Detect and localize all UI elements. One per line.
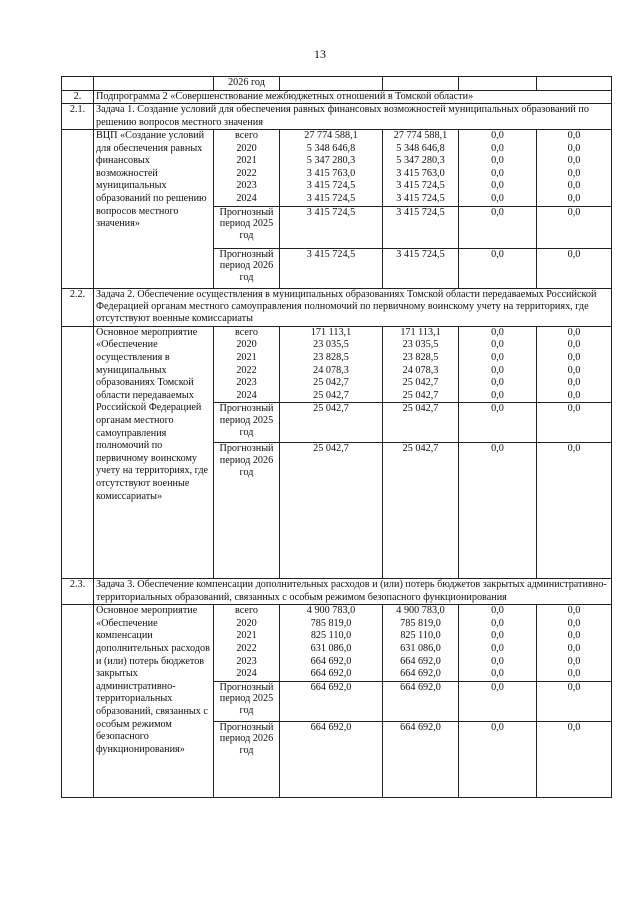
cell-value: 0,0 <box>567 642 581 654</box>
cell-value: 3 415 724,5 <box>396 192 445 204</box>
task-row <box>62 579 612 605</box>
cell-value: 0,0 <box>491 155 504 167</box>
cell-value: 0,0 <box>567 605 581 617</box>
cell-value: всего <box>235 130 258 141</box>
cell-value: 2024 <box>236 389 257 401</box>
regional-values <box>383 605 459 682</box>
year-list <box>214 605 280 682</box>
total-values <box>280 605 383 682</box>
forecast-row: Прогнозный период 2026 год 3 415 724,5 3 415 724,5 0,0 0,0 <box>62 248 612 288</box>
local-values <box>459 326 537 403</box>
cell-value: 2023 <box>236 655 257 667</box>
forecast-row: Прогнозный период 2026 год 664 692,0 664 692,0 0,0 0,0 <box>62 721 612 797</box>
cell-value: 3 415 724,5 <box>306 192 356 204</box>
cell-value: 3 415 763,0 <box>306 167 356 179</box>
cell-value: 171 113,1 <box>400 326 441 338</box>
task-title: Задача 2. Обеспечение осуществления в муниципальных образованиях Томской области передаваемых Российской Федерацией органам местного самоуправления полномочий по первичному воинскому учету на территориях, где отсутствуют военные комиссариаты <box>94 288 612 326</box>
cell-value: 0,0 <box>567 389 581 401</box>
cell-value: 2024 <box>236 668 257 680</box>
cell-value: 5 347 280,3 <box>396 155 445 167</box>
cell-value: 2020 <box>236 617 257 629</box>
task-row <box>62 288 612 326</box>
cell-value: 0,0 <box>491 167 504 179</box>
cell-value: 0,0 <box>491 630 504 642</box>
task-title: Задача 3. Обеспечение компенсации дополнительных расходов и (или) потерь бюджетов закрытых административно-территориальных образований, связанных с особым режимом безопасного функционирования <box>94 579 612 605</box>
cell-value: 24 078,3 <box>402 364 439 376</box>
cell-value: 5 348 646,8 <box>306 142 356 154</box>
cell-value: 0,0 <box>567 668 581 680</box>
total-values <box>280 326 383 403</box>
cell-value: 2020 <box>236 142 257 154</box>
total-values <box>280 130 383 207</box>
cell-value: 664 692,0 <box>400 668 441 680</box>
cell-value: 0,0 <box>491 180 504 192</box>
cell-value: 23 828,5 <box>313 351 349 363</box>
task-number: 2.2. <box>62 288 94 326</box>
local-values <box>459 605 537 682</box>
cell-value: 0,0 <box>491 142 504 154</box>
forecast-row: Прогнозный период 2025 год 3 415 724,5 3 415 724,5 0,0 0,0 <box>62 206 612 248</box>
cell-value: 825 110,0 <box>400 630 441 642</box>
cell-value: 27 774 588,1 <box>304 130 358 141</box>
forecast-label: Прогнозный период 2025 год <box>214 681 280 721</box>
activity-row <box>62 326 612 403</box>
forecast-label: Прогнозный период 2026 год <box>214 721 280 797</box>
cell-value: 27 774 588,1 <box>393 130 448 141</box>
task-title: Задача 1. Создание условий для обеспечения равных финансовых возможностей муниципальных образований по решению вопросов местного значения <box>94 104 612 130</box>
page-number: 13 <box>314 47 326 61</box>
task-row <box>62 104 612 130</box>
other-values <box>537 130 612 207</box>
cell-value: всего <box>235 605 258 617</box>
cell-value: 2023 <box>236 377 257 389</box>
cell-value: 4 900 783,0 <box>396 605 445 617</box>
cell-value: 0,0 <box>567 655 581 667</box>
cell-value: 3 415 724,5 <box>396 180 445 192</box>
other-values <box>537 326 612 403</box>
cell-value: 0,0 <box>491 192 504 204</box>
cell-value: 171 113,1 <box>310 326 352 338</box>
cell-value: 785 819,0 <box>310 617 352 629</box>
cell-value: 0,0 <box>491 364 504 376</box>
cell-value: 2021 <box>236 351 257 363</box>
year-list <box>214 326 280 403</box>
cell-value: 2021 <box>236 155 257 167</box>
cell-value: 0,0 <box>491 605 504 617</box>
cell-value: 0,0 <box>567 142 581 154</box>
activity-name: Основное мероприятие «Обеспечение осуществления в муниципальных образованиях Томской области передаваемых Российской Федерацией органам местного самоуправления полномочий по первичному воинскому учету на территориях, где отсутствуют военные комиссариаты» <box>94 326 214 579</box>
cell-value: 0,0 <box>491 668 504 680</box>
cell-value: 0,0 <box>567 192 581 204</box>
cell-value: 0,0 <box>567 339 581 351</box>
cell-value: всего <box>235 326 258 338</box>
cell-value: 785 819,0 <box>400 617 441 629</box>
cell-value: 23 035,5 <box>313 339 349 351</box>
subprogram-number: 2. <box>62 90 94 104</box>
cell-value: 3 415 763,0 <box>396 167 445 179</box>
cell-value: 5 347 280,3 <box>306 155 356 167</box>
cell-value: 25 042,7 <box>402 377 439 389</box>
forecast-label: Прогнозный период 2026 год <box>214 443 280 579</box>
year-list <box>214 130 280 207</box>
cell-value: 0,0 <box>491 326 504 338</box>
forecast-row: Прогнозный период 2025 год 664 692,0 664 692,0 0,0 0,0 <box>62 681 612 721</box>
forecast-row: Прогнозный период 2026 год 25 042,7 25 042,7 0,0 0,0 <box>62 443 612 579</box>
cell-value: 24 078,3 <box>313 364 349 376</box>
cell-value: 0,0 <box>491 130 504 141</box>
cell-value: 664 692,0 <box>310 655 352 667</box>
continuation-year: 2026 год <box>214 77 280 91</box>
cell-value: 0,0 <box>567 617 581 629</box>
activity-name: Основное мероприятие «Обеспечение компенсации дополнительных расходов и (или) потерь бюджетов закрытых административно-территориальных образований, связанных с особым режимом безопасного функционирования» <box>94 605 214 798</box>
cell-value: 0,0 <box>567 351 581 363</box>
local-values <box>459 130 537 207</box>
cell-value: 0,0 <box>491 655 504 667</box>
cell-value: 0,0 <box>491 351 504 363</box>
cell-value: 0,0 <box>491 617 504 629</box>
cell-value: 5 348 646,8 <box>396 142 445 154</box>
cell-value: 2023 <box>236 180 257 192</box>
cell-value: 3 415 724,5 <box>306 180 356 192</box>
cell-value: 631 086,0 <box>310 642 352 654</box>
cell-value: 664 692,0 <box>400 655 441 667</box>
cell-value: 0,0 <box>491 642 504 654</box>
cell-value: 0,0 <box>567 130 581 141</box>
cell-value: 664 692,0 <box>310 668 352 680</box>
cell-value: 25 042,7 <box>313 389 349 401</box>
cell-value: 0,0 <box>491 377 504 389</box>
cell-value: 23 035,5 <box>402 339 439 351</box>
activity-name: ВЦП «Создание условий для обеспечения равных финансовых возможностей муниципальных образований по решению вопросов местного значения» <box>94 130 214 289</box>
forecast-label: Прогнозный период 2026 год <box>214 248 280 288</box>
cell-value: 0,0 <box>567 155 581 167</box>
task-number: 2.1. <box>62 104 94 130</box>
cell-value: 2024 <box>236 192 257 204</box>
cell-value: 2021 <box>236 630 257 642</box>
task-number: 2.3. <box>62 579 94 605</box>
cell-value: 0,0 <box>491 389 504 401</box>
cell-value: 2022 <box>236 167 257 179</box>
forecast-row: Прогнозный период 2025 год 25 042,7 25 042,7 0,0 0,0 <box>62 403 612 443</box>
budget-table <box>61 76 612 798</box>
cell-value: 4 900 783,0 <box>306 605 356 617</box>
cell-value: 2020 <box>236 339 257 351</box>
other-values <box>537 605 612 682</box>
forecast-label: Прогнозный период 2025 год <box>214 403 280 443</box>
cell-value: 0,0 <box>567 630 581 642</box>
cell-value: 2022 <box>236 364 257 376</box>
cell-value: 0,0 <box>567 364 581 376</box>
forecast-label: Прогнозный период 2025 год <box>214 206 280 248</box>
cell-value: 825 110,0 <box>310 630 352 642</box>
subprogram-row <box>62 90 612 104</box>
regional-values <box>383 130 459 207</box>
cell-value: 0,0 <box>567 326 581 338</box>
subprogram-title: Подпрограмма 2 «Совершенствование межбюджетных отношений в Томской области» <box>94 90 612 104</box>
cell-value: 25 042,7 <box>402 389 439 401</box>
cell-value: 0,0 <box>491 339 504 351</box>
cell-value: 25 042,7 <box>313 377 349 389</box>
regional-values <box>383 326 459 403</box>
cell-value: 631 086,0 <box>400 642 441 654</box>
cell-value: 0,0 <box>567 167 581 179</box>
cell-value: 2022 <box>236 642 257 654</box>
cell-value: 0,0 <box>567 377 581 389</box>
continuation-row <box>62 77 612 91</box>
cell-value: 0,0 <box>567 180 581 192</box>
cell-value: 23 828,5 <box>402 351 439 363</box>
activity-row <box>62 605 612 682</box>
activity-row <box>62 130 612 207</box>
